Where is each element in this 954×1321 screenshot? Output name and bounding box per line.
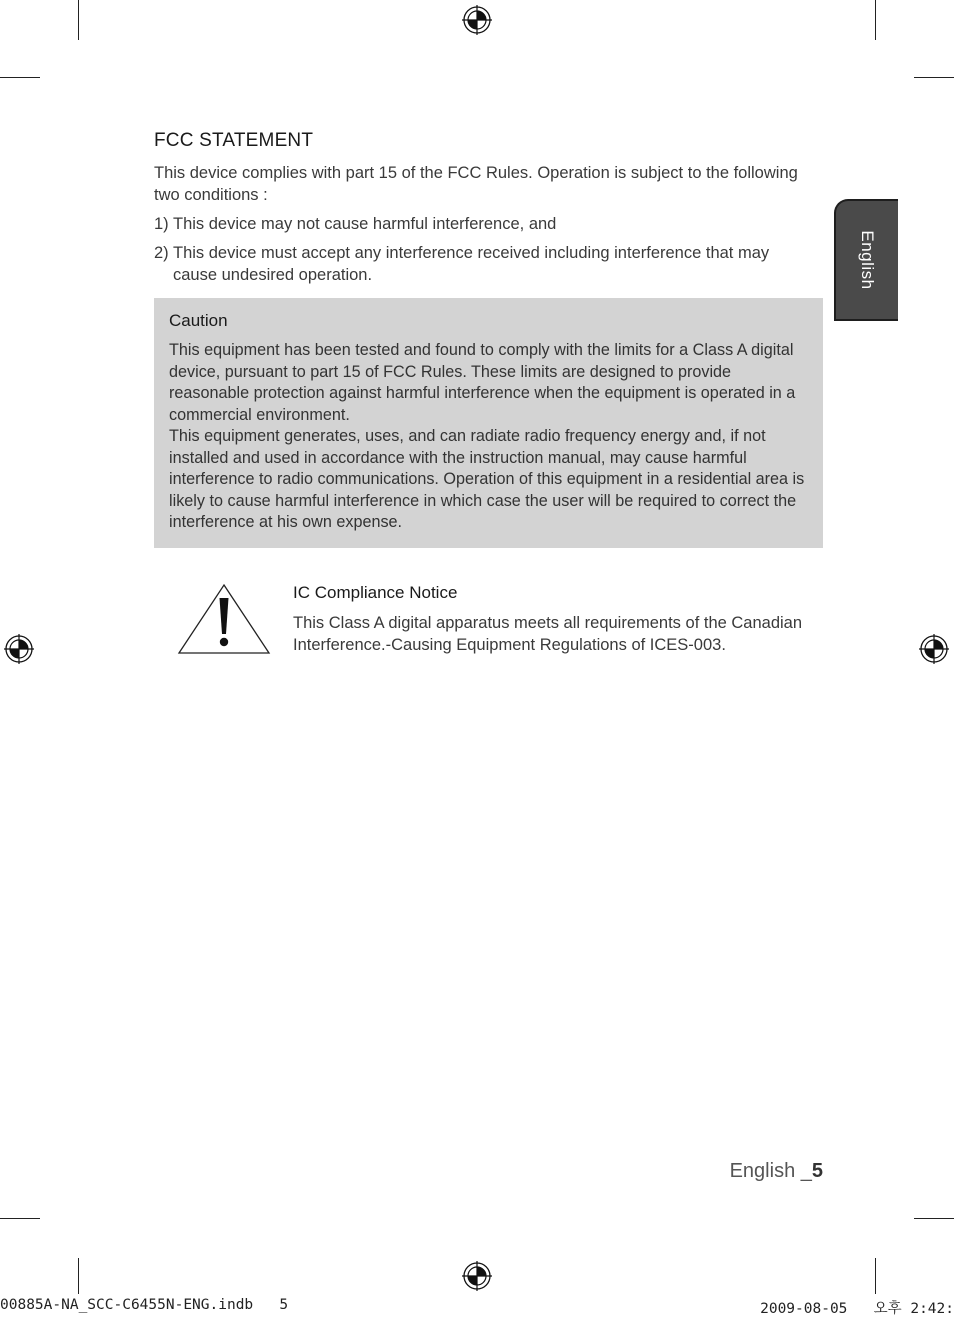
- caution-paragraph: This equipment has been tested and found to comply with the limits for a Class A digital device, pursuant to part 15 of FCC Rules. These limits are designed to provide reasonable protection against harmful interference when the equipment is operated in a commercial environment.: [169, 341, 796, 424]
- caution-title: Caution: [169, 311, 228, 330]
- page-footer: [730, 1160, 823, 1183]
- condition-number: 2): [154, 244, 169, 262]
- registration-mark-icon: [462, 1261, 492, 1291]
- caution-paragraph: This equipment generates, uses, and can radiate radio frequency energy and, if not installed and used in accordance with the instruction manual, may cause harmful interference to radio communications. Operation of this equipment in a residential area is likely to cause harmful interference in which case the user will be required to correct the interference at his own expense.: [169, 427, 805, 531]
- footer-language: English _: [729, 1160, 812, 1182]
- registration-mark-icon: [919, 634, 949, 664]
- crop-mark: [78, 1258, 79, 1294]
- print-slug-date: 2009-08-05 오후 2:42:: [760, 1301, 954, 1317]
- language-tab-label: English: [858, 230, 877, 290]
- fcc-intro: This device complies with part 15 of the FCC Rules. Operation is subject to the following two conditions :: [154, 164, 798, 204]
- condition-item: [154, 213, 804, 235]
- condition-item: [154, 242, 804, 286]
- crop-mark: [914, 77, 954, 78]
- crop-mark: [875, 1258, 876, 1294]
- crop-mark: [0, 77, 40, 78]
- page-number: 5: [811, 1160, 823, 1182]
- crop-mark: [875, 0, 876, 40]
- warning-triangle-icon: [176, 582, 272, 656]
- crop-mark: [0, 1218, 40, 1219]
- ic-notice-text: This Class A digital apparatus meets all requirements of the Canadian Interference.-Causing Equipment Regulations of ICES-003.: [293, 614, 803, 654]
- crop-mark: [78, 0, 79, 40]
- caution-box: [154, 298, 823, 548]
- registration-mark-icon: [462, 5, 492, 35]
- condition-number: 1): [154, 215, 169, 233]
- condition-text: This device may not cause harmful interference, and: [173, 215, 557, 233]
- condition-text: This device must accept any interference received including interference that may cause undesired operation.: [173, 244, 770, 284]
- print-slug-file: 00885A-NA_SCC-C6455N-ENG.indb 5: [0, 1297, 289, 1313]
- fcc-heading: FCC STATEMENT: [154, 130, 314, 151]
- language-tab: [834, 199, 898, 321]
- ic-notice-title: IC Compliance Notice: [293, 583, 458, 602]
- registration-mark-icon: [4, 634, 34, 664]
- crop-mark: [914, 1218, 954, 1219]
